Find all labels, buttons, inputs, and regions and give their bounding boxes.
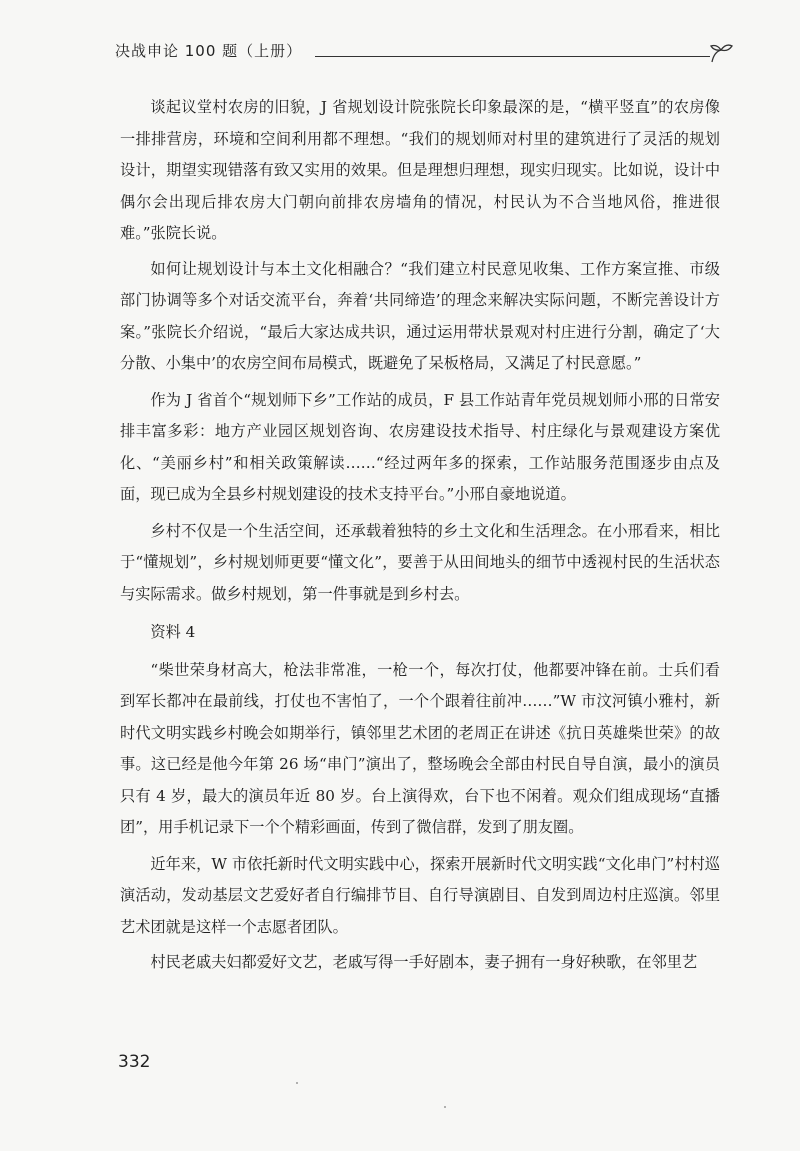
- paragraph-4: 乡村不仅是一个生活空间，还承载着独特的乡土文化和生活理念。在小邢看来，相比于“懂规划”，乡村规划师更要“懂文化”，要善于从田间地头的细节中透视村民的生活状态与实际需求。做乡村规划，第一件事就是到乡村去。: [120, 521, 720, 603]
- page-body: [120, 92, 720, 979]
- header-title: 决战申论 100 题（上册）: [115, 42, 303, 60]
- scan-speck: [444, 1106, 446, 1108]
- paragraph-6: 近年来，W 市依托新时代文明实践中心，探索开展新时代文明实践“文化串门”村村巡演活动，发动基层文艺爱好者自行编排节目、自行导演剧目、自发到周边村庄巡演。邻里艺术团就是这样一个志愿者团队。: [120, 854, 720, 936]
- paragraph-5: “柴世荣身材高大，枪法非常准，一枪一个，每次打仗，他都要冲锋在前。士兵们看到军长都冲在最前线，打仗也不害怕了，一个个跟着往前冲……”W 市汶河镇小雅村，新时代文明实践乡村晚会如期举行，镇邻里艺术团的老周正在讲述《抗日英雄柴世荣》的故事。这已经是他今年第 26 场“串门”演出了，整场晚会全部由村民自导自演，最小的演员只有 4 岁，最大的演员年近 80 岁。台上演得欢，台下也不闲着。观众们组成现场“直播团”，用手机记录下一个个精彩画面，传到了微信群，发到了朋友圈。: [120, 660, 720, 836]
- scan-speck: [296, 1082, 298, 1084]
- section-title: 资料 4: [150, 623, 196, 641]
- paragraph-1: 谈起议堂村农房的旧貌，J 省规划设计院张院长印象最深的是，“横平竖直”的农房像一排排营房，环境和空间利用都不理想。“我们的规划师对村里的建筑进行了灵活的规划设计，期望实现错落有致又实用的效果。但是理想归理想，现实归现实。比如说，设计中偶尔会出现后排农房大门朝向前排农房墙角的情况，村民认为不合当地风俗，推进很难。”张院长说。: [120, 98, 720, 242]
- paragraph-2: 如何让规划设计与本土文化相融合？“我们建立村民意见收集、工作方案宣推、市级部门协调等多个对话交流平台，奔着‘共同缔造’的理念来解决实际问题，不断完善设计方案。”张院长介绍说，“最后大家达成共识，通过运用带状景观对村庄进行分割，确定了‘大分散、小集中’的农房空间布局模式，既避免了呆板格局，又满足了村民意愿。”: [120, 259, 720, 372]
- paragraph-7: 村民老戚夫妇都爱好文艺，老戚写得一手好剧本，妻子拥有一身好秧歌，在邻里艺: [150, 953, 698, 971]
- page-header: [115, 40, 735, 70]
- header-rule: [315, 56, 710, 57]
- sprout-icon: [708, 42, 734, 66]
- page-number: 332: [118, 1052, 151, 1072]
- paragraph-3: 作为 J 省首个“规划师下乡”工作站的成员，F 县工作站青年党员规划师小邢的日常安排丰富多彩：地方产业园区规划咨询、农房建设技术指导、村庄绿化与景观建设方案优化、“美丽乡村”和相关政策解读……“经过两年多的探索，工作站服务范围逐步由点及面，现已成为全县乡村规划建设的技术支持平台。”小邢自豪地说道。: [120, 390, 720, 503]
